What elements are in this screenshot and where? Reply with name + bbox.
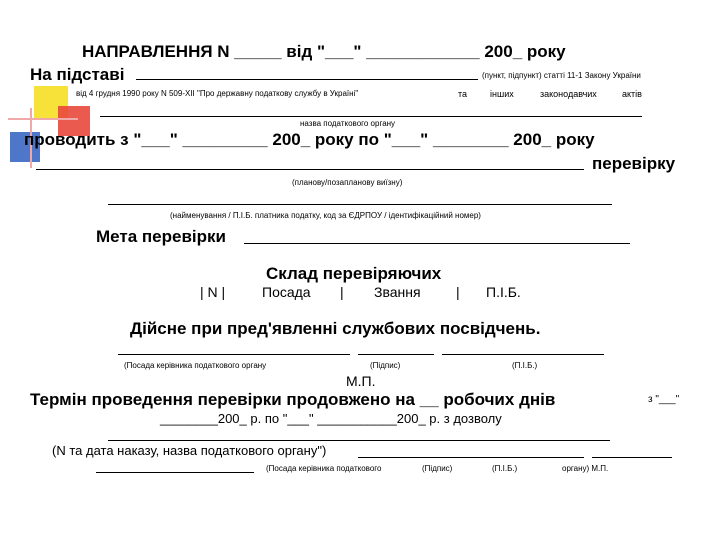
basis-note: (пункт, підпункт) статті 11-1 Закону України [482,71,641,80]
doc-title: НАПРАВЛЕННЯ N _____ від "___" ____________ 200_ року [82,42,566,61]
law-line: від 4 грудня 1990 року N 509-XII "Про державну податкову службу в Україні" [76,89,359,98]
stamp-label: М.П. [346,373,376,389]
sign-name-field[interactable] [442,354,604,355]
taxpayer-field[interactable] [108,204,612,205]
valid-note: Дійсне при пред'явленні службових посвідчень. [130,319,541,338]
decor-pink-hline [8,118,78,120]
check-word: перевірку [592,154,676,173]
bottom-caption-signature: (Підпис) [422,464,453,473]
check-field[interactable] [36,169,584,170]
team-heading: Склад перевіряючих [266,264,442,283]
extension-from: з "___" [648,394,680,405]
law-acts2: актів [622,89,642,99]
sign-caption-position: (Посада керівника податкового органу [124,361,267,370]
sign-caption-name: (П.І.Б.) [512,361,538,370]
team-col-sep1: | [340,284,344,300]
purpose-label: Мета перевірки [96,227,226,246]
extension-line: Термін проведення перевірки продовжено на __ робочих днів [30,390,556,409]
law-and: та [458,89,468,99]
law-acts: законодавчих [540,89,597,99]
order-caption: (N та дата наказу, назва податкового органу") [52,443,327,458]
team-col-position: Посада [262,284,311,300]
bottom-caption-position: (Посада керівника податкового [266,464,382,473]
team-col-rank: Звання [374,284,421,300]
law-other: інших [490,89,514,99]
order-field[interactable] [358,457,584,458]
purpose-field[interactable] [244,243,630,244]
order-field-extra[interactable] [592,457,672,458]
sign-signature-field[interactable] [358,354,434,355]
sign-position-field[interactable] [118,354,350,355]
check-type-caption: (планову/позапланову виїзну) [292,178,403,187]
sign-caption-signature: (Підпис) [370,361,401,370]
order-field-top[interactable] [108,440,610,441]
extension-line2: ________200_ р. по "___" ___________200_ р. з дозволу [160,411,502,426]
basis-field[interactable] [136,79,478,80]
team-col-sep2: | [456,284,460,300]
taxpayer-caption: (найменування / П.І.Б. платника податку, код за ЄДРПОУ / ідентифікаційний номер) [170,211,481,220]
bottom-caption-stamp: органу) М.П. [562,464,609,473]
basis-label: На підставі [30,65,125,84]
conducts-line: проводить з "___" _________ 200_ року по "___" ________ 200_ року [24,130,595,149]
bottom-position-field[interactable] [96,472,254,473]
org-field[interactable] [100,116,642,117]
team-col-name: П.І.Б. [486,284,521,300]
org-caption: назва податкового органу [300,119,396,128]
team-col-n: | N | [200,284,226,300]
bottom-caption-name: (П.І.Б.) [492,464,518,473]
